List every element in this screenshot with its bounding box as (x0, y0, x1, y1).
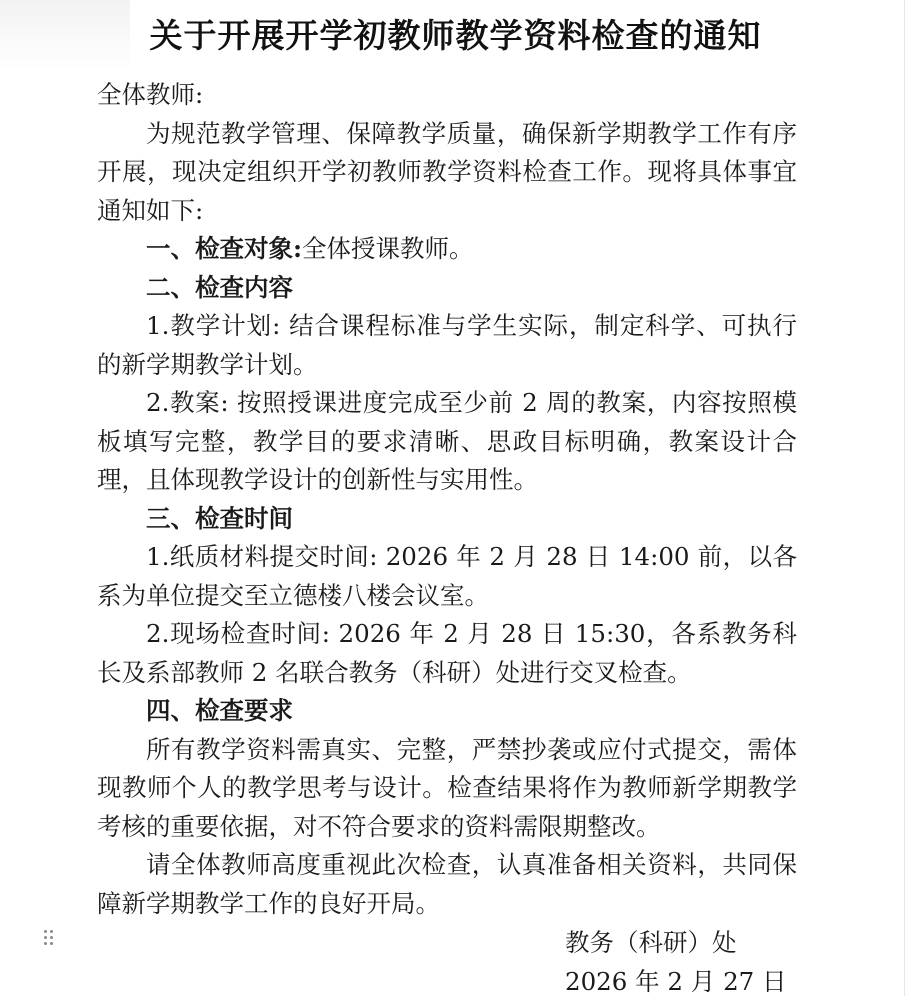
section-2-item-1: 1.教学计划: 结合课程标准与学生实际，制定科学、可执行的新学期教学计划。 (97, 311, 797, 379)
section-3-item-2: 2.现场检查时间: 2026 年 2 月 28 日 15:30，各系教务科长及系部教师 2 名联合教务（科研）处进行交叉检查。 (97, 619, 797, 687)
section-3-item-1: 1.纸质材料提交时间: 2026 年 2 月 28 日 14:00 前，以各系为单位提交至立德楼八楼会议室。 (97, 542, 797, 610)
section-1 (97, 230, 797, 269)
section-1-text: 全体授课教师。 (302, 234, 474, 263)
page-edge (904, 0, 905, 996)
section-1-heading: 一、检查对象: (146, 234, 303, 263)
section-3-heading: 三、检查时间 (146, 503, 293, 533)
drag-handle-icon[interactable] (44, 930, 58, 950)
salutation: 全体教师: (97, 80, 204, 109)
section-2-heading: 二、检查内容 (146, 272, 293, 302)
document-title: 关于开展开学初教师教学资料检查的通知 (149, 16, 762, 55)
signature-date: 2026 年 2 月 27 日 (565, 967, 787, 996)
section-4-heading: 四、检查要求 (146, 696, 293, 725)
section-4-text: 所有教学资料需真实、完整，严禁抄袭或应付式提交，需体现教师个人的教学思考与设计。检查结果将作为教师新学期教学考核的重要依据，对不符合要求的资料需限期整改。 (97, 734, 797, 841)
closing-paragraph: 请全体教师高度重视此次检查，认真准备相关资料，共同保障新学期教学工作的良好开局。 (97, 850, 797, 918)
document-body (97, 76, 797, 923)
intro-paragraph: 为规范教学管理、保障教学质量，确保新学期教学工作有序开展，现决定组织开学初教师教学资料检查工作。现将具体事宜通知如下: (97, 118, 797, 225)
signature-office: 教务（科研）处 (565, 928, 737, 957)
section-2-item-2: 2.教案: 按照授课进度完成至少前 2 周的教案，内容按照模板填写完整，教学目的要求清晰、思政目标明确，教案设计合理，且体现教学设计的创新性与实用性。 (97, 388, 797, 494)
